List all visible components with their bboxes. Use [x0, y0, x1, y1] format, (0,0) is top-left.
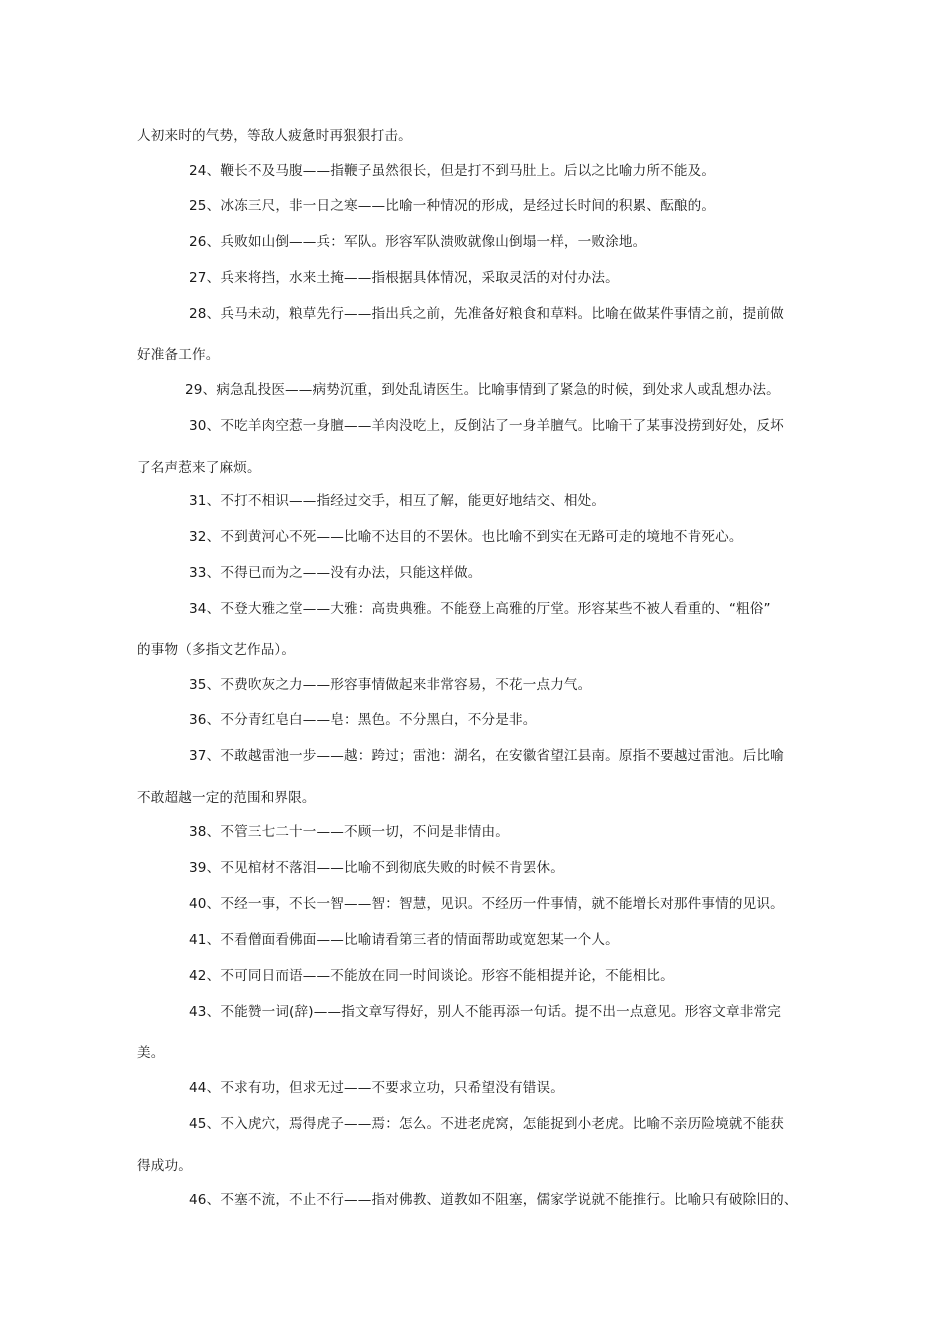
text-line: 美。	[137, 1045, 165, 1061]
idiom-entry-43: 43、不能赞一词(辞)——指文章写得好，别人不能再添一句话。提不出一点意见。形容文章非常完	[189, 1004, 781, 1020]
text-line: 不敢超越一定的范围和界限。	[137, 790, 316, 806]
text-line: 人初来时的气势，等敌人疲惫时再狠狠打击。	[137, 128, 412, 144]
idiom-entry-42: 42、不可同日而语——不能放在同一时间谈论。形容不能相提并论，不能相比。	[189, 968, 674, 984]
idiom-entry-40: 40、不经一事，不长一智——智：智慧，见识。不经历一件事情，就不能增长对那件事情的见识。	[189, 896, 784, 912]
idiom-entry-44: 44、不求有功，但求无过——不要求立功，只希望没有错误。	[189, 1080, 564, 1096]
idiom-entry-33: 33、不得已而为之——没有办法，只能这样做。	[189, 565, 482, 581]
text-line: 了名声惹来了麻烦。	[137, 460, 261, 476]
idiom-entry-27: 27、兵来将挡，水来土掩——指根据具体情况，采取灵活的对付办法。	[189, 270, 619, 286]
idiom-entry-31: 31、不打不相识——指经过交手，相互了解，能更好地结交、相处。	[189, 493, 606, 509]
idiom-entry-45: 45、不入虎穴，焉得虎子——焉：怎么。不进老虎窝，怎能捉到小老虎。比喻不亲历险境就不能获	[189, 1116, 784, 1132]
text-line: 好准备工作。	[137, 347, 220, 363]
text-line: 的事物（多指文艺作品）。	[137, 642, 296, 658]
idiom-entry-46: 46、不塞不流，不止不行——指对佛教、道教如不阻塞，儒家学说就不能推行。比喻只有破除旧的、	[189, 1192, 798, 1208]
idiom-entry-30: 30、不吃羊肉空惹一身膻——羊肉没吃上，反倒沾了一身羊膻气。比喻干了某事没捞到好处，反坏	[189, 418, 784, 434]
idiom-entry-26: 26、兵败如山倒——兵：军队。形容军队溃败就像山倒塌一样，一败涂地。	[189, 234, 647, 250]
idiom-entry-38: 38、不管三七二十一——不顾一切，不问是非情由。	[189, 824, 509, 840]
idiom-entry-29: 29、病急乱投医——病势沉重，到处乱请医生。比喻事情到了紧急的时候，到处求人或乱想办法。	[185, 382, 780, 398]
idiom-entry-25: 25、冰冻三尺，非一日之寒——比喻一种情况的形成，是经过长时间的积累、酝酿的。	[189, 198, 716, 214]
text-line: 得成功。	[137, 1158, 192, 1174]
idiom-entry-36: 36、不分青红皂白——皂：黑色。不分黑白，不分是非。	[189, 712, 537, 728]
idiom-entry-34: 34、不登大雅之堂——大雅：高贵典雅。不能登上高雅的厅堂。形容某些不被人看重的、“粗俗”	[189, 601, 771, 617]
idiom-entry-41: 41、不看僧面看佛面——比喻请看第三者的情面帮助或宽恕某一个人。	[189, 932, 619, 948]
idiom-entry-39: 39、不见棺材不落泪——比喻不到彻底失败的时候不肯罢休。	[189, 860, 564, 876]
idiom-entry-35: 35、不费吹灰之力——形容事情做起来非常容易，不花一点力气。	[189, 677, 592, 693]
idiom-entry-37: 37、不敢越雷池一步——越：跨过；雷池：湖名，在安徽省望江县南。原指不要越过雷池。后比喻	[189, 748, 784, 764]
idiom-entry-28: 28、兵马未动，粮草先行——指出兵之前，先准备好粮食和草料。比喻在做某件事情之前，提前做	[189, 306, 784, 322]
idiom-entry-32: 32、不到黄河心不死——比喻不达目的不罢休。也比喻不到实在无路可走的境地不肯死心。	[189, 529, 743, 545]
idiom-entry-24: 24、鞭长不及马腹——指鞭子虽然很长，但是打不到马肚上。后以之比喻力所不能及。	[189, 163, 716, 179]
